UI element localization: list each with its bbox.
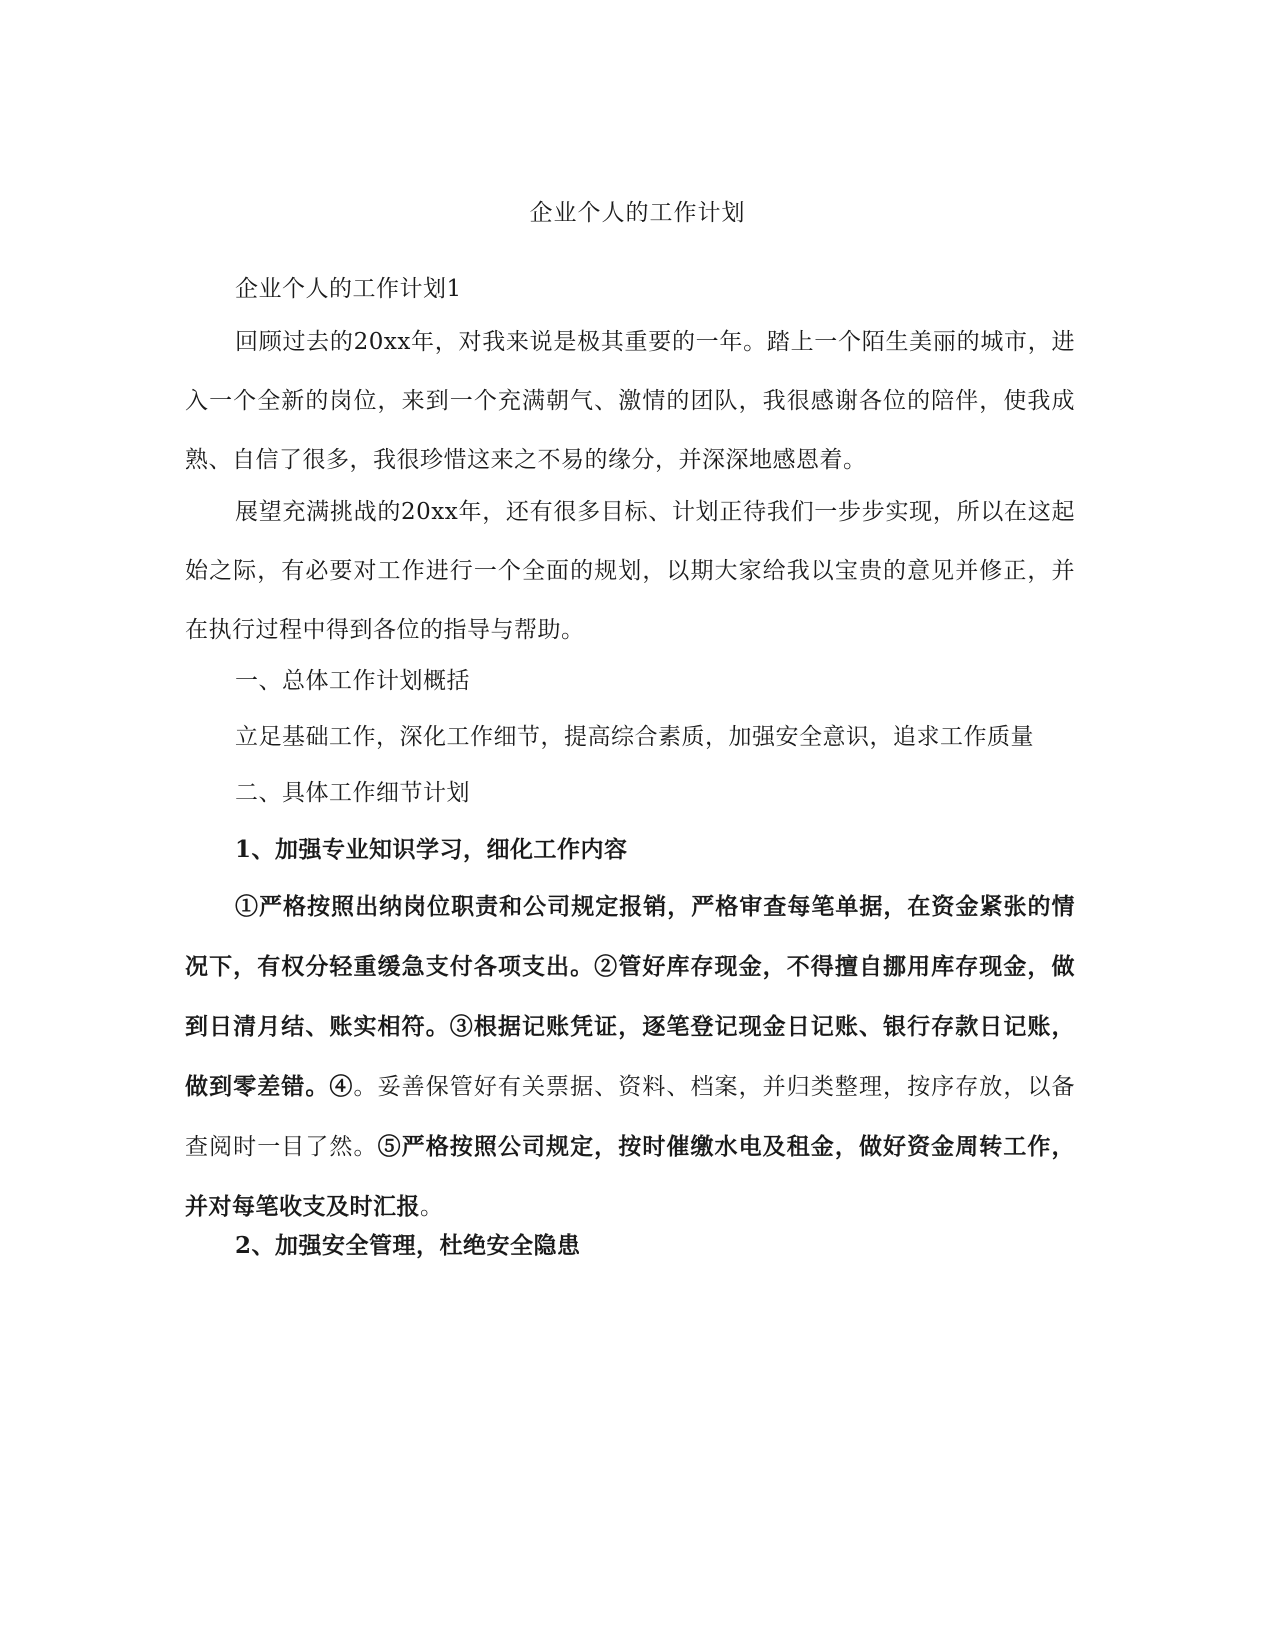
item-2-title: 2、加强安全管理，杜绝安全隐患	[235, 1232, 581, 1259]
document-title: 企业个人的工作计划	[529, 200, 746, 226]
intro-paragraph: 回顾过去的20xx年，对我来说是极其重要的一年。踏上一个陌生美丽的城市，进入一个全新的岗位，来到一个充满朝气、激情的团队，我很感谢各位的陪伴，使我成熟、自信了很多，我很珍惜这来之不易的缘分，并深深地感恩着。	[185, 329, 1075, 473]
outlook-paragraph: 展望充满挑战的20xx年，还有很多目标、计划正待我们一步步实现，所以在这起始之际，有必要对工作进行一个全面的规划，以期大家给我以宝贵的意见并修正，并在执行过程中得到各位的指导与帮助。	[185, 499, 1075, 643]
section-heading: 企业个人的工作计划1	[235, 276, 462, 302]
item-1-body-bold-a: ①严格按照出纳岗位职责和公司规定报销，严格审查每笔单据，在资金紧张的情况下，有权分轻重缓急支付各项支出。②管好库存现金，不得擅自挪用库存现金，做到日清月结、账实相符。③根据记账凭证，逐笔登记现金日记账、银行存款日记账，做到零差错。④	[185, 893, 1075, 1100]
item-1-body-normal: 。妥善保管好有关票据、资料、档案，并归类整理，按序存放，以备查阅时一目了然。	[185, 1074, 1076, 1160]
item-1-body-end: 。	[420, 1194, 444, 1220]
item-1-body-bold-b: ⑤严格按照公司规定，按时催缴水电及租金，做好资金周转工作，并对每笔收支及时汇报	[185, 1133, 1076, 1220]
item-1-title: 1、加强专业知识学习，细化工作内容	[235, 836, 628, 863]
heading-detail-plan: 二、具体工作细节计划	[235, 780, 470, 806]
heading-overall-plan: 一、总体工作计划概括	[235, 668, 470, 694]
summary-paragraph: 立足基础工作，深化工作细节，提高综合素质，加强安全意识，追求工作质量	[235, 724, 1034, 750]
item-1-body	[185, 877, 1075, 1237]
